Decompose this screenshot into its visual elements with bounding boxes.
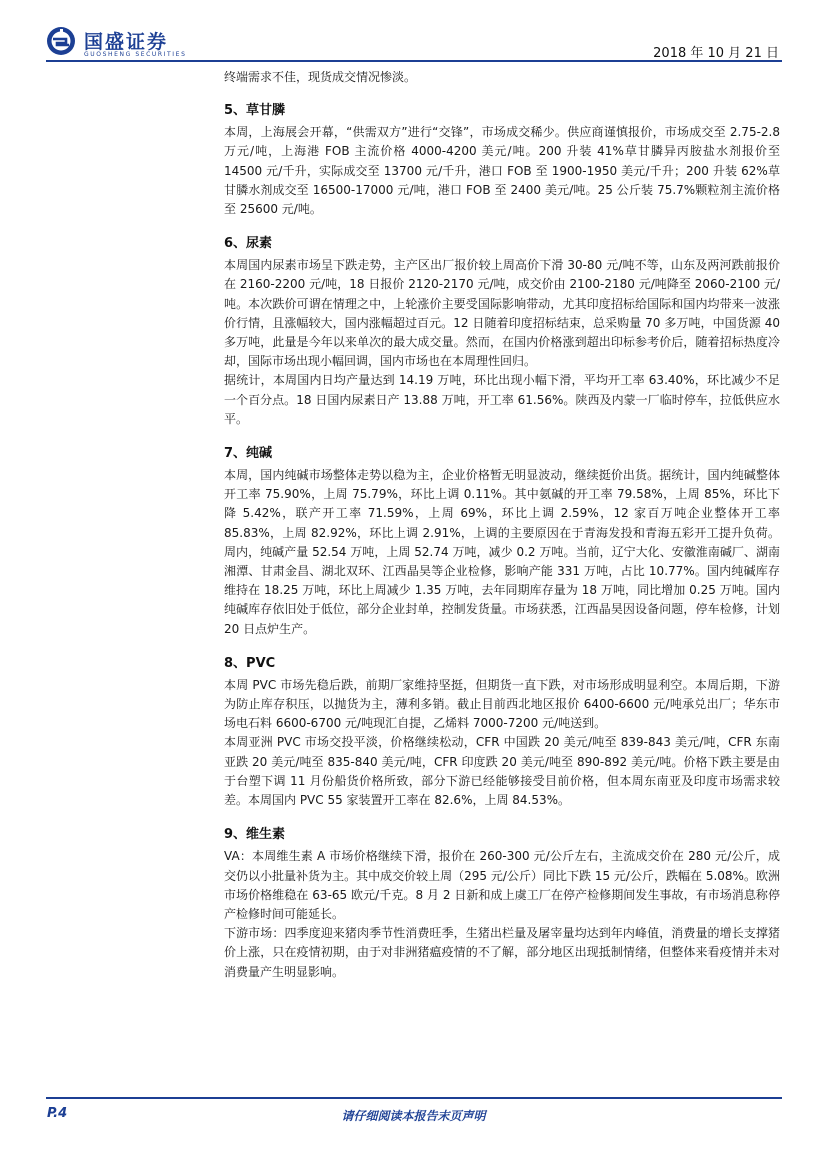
section-title: 6、尿素 <box>224 236 273 252</box>
section-title: 5、草甘膦 <box>224 103 286 119</box>
section-paragraph: 本周 PVC 市场先稳后跌，前期厂家维持坚挺，但期货一直下跌，对市场形成明显利空。本周后期，下游为防止库存积压，以抛货为主，薄利多销。截止目前西北地区报价 6400-6600 元/吨承兑出厂；华东市场电石料 6600-6700 元/吨现汇自提，乙烯料 7000-7200 元/吨送到。 <box>224 677 780 731</box>
page-footer <box>0 1085 827 1145</box>
section-paragraph: 本周国内尿素市场呈下跌走势，主产区出厂报价较上周高价下滑 30-80 元/吨不等，山东及两河跌前报价在 2160-2200 元/吨，18 日报价 2120-2170 元/吨，成交价由 2100-2180 元/吨降至 2060-2100 元/吨。本次跌价可谓在情理之中，上轮涨价主要受国际影响带动，尤其印度招标给国际和国内均带来一波涨价行情，且涨幅较大，国内涨幅超过百元。12 日随着印度招标结束，总采购量 70 多万吨，中国货源 40 多万吨，此量是今年以来单次的最大成交量。然而，在国内价格涨到超出印标参考价后，随着招标热度冷却，国际市场出现小幅回调，国内市场也在本周理性回归。 <box>224 258 780 369</box>
section-soda-ash <box>224 444 780 639</box>
section-paragraph: VA：本周维生素 A 市场价格继续下滑，报价在 260-300 元/公斤左右，主流成交价在 280 元/公斤，成交仍以小批量补货为主。其中成交价较上周（295 元/公斤）同比下跌 15 元/公斤，跌幅在 5.08%。欧洲市场价格维稳在 63-65 欧元/千克。8 月 2 日新和成上虞工厂在停产检修期间发生事故，有市场消息称停产检修时间可能延长。 <box>224 849 780 921</box>
logo-subtitle: GUOSHENG SECURITIES <box>84 51 187 58</box>
report-body <box>224 68 780 997</box>
logo-text: 国盛证券 <box>84 31 169 53</box>
section-paragraph: 本周，上海展会开幕，“供需双方”进行“交锋”，市场成交稀少。供应商谨慎报价，市场成交至 2.75-2.8 万元/吨，上海港 FOB 主流价格 4000-4200 美元/吨。200 升装 41%草甘膦异丙胺盐水剂报价至 14500 元/千升，实际成交至 13700 元/千升，港口 FOB 至 1900-1950 美元/千升；200 升装 62%草甘膦水剂成交至 16500-17000 元/吨，港口 FOB 至 2400 美元/吨。25 公斤装 75.7%颗粒剂主流价格至 25600 元/吨。 <box>224 125 780 217</box>
section-title: 7、纯碱 <box>224 446 273 462</box>
header-rule <box>46 60 782 62</box>
section-title: 9、维生素 <box>224 827 286 843</box>
guosheng-logo-icon <box>46 26 76 56</box>
section-urea <box>224 234 780 429</box>
page-number: P.4 <box>47 1106 68 1121</box>
section-title: 8、PVC <box>224 655 276 671</box>
footer-disclaimer: 请仔细阅读本报告末页声明 <box>341 1109 486 1123</box>
report-date: 2018 年 10 月 21 日 <box>653 46 779 61</box>
section-paragraph: 本周，国内纯碱市场整体走势以稳为主，企业价格暂无明显波动，继续挺价出货。据统计，国内纯碱整体开工率 75.90%，上周 75.79%，环比上调 0.11%。其中氨碱的开工率 79.58%，上周 85%，环比下降 5.42%，联产开工率 71.59%，上周 69%，环比上调 2.59%，12 家百万吨企业整体开工率 85.83%，上周 82.92%，环比上调 2.91%，上调的主要原因在于青海发投和青海五彩开工提升负荷。周内，纯碱产量 52.54 万吨，上周 52.74 万吨，减少 0.2 万吨。当前，辽宁大化、安徽淮南碱厂、湖南湘潭、甘肃金昌、湖北双环、江西晶昊等企业检修，影响产能 331 万吨，占比 10.77%。国内纯碱库存维持在 18.25 万吨，环比上周减少 1.35 万吨，去年同期库存量为 18 万吨，同比增加 0.25 万吨。国内纯碱库存依旧处于低位，部分企业封单，控制发货量。市场获悉，江西晶昊因设备问题，停车检修，计划 20 日点炉生产。 <box>224 468 780 636</box>
section-vitamins <box>224 825 780 981</box>
section-paragraph: 下游市场：四季度迎来猪肉季节性消费旺季，生猪出栏量及屠宰量均达到年内峰值，消费量的增长支撑猪价上涨，只在疫情初期，由于对非洲猪瘟疫情的不了解，部分地区出现抵制情绪，但整体来看疫情并未对消费量产生明显影响。 <box>224 926 780 979</box>
section-paragraph: 据统计，本周国内日均产量达到 14.19 万吨，环比出现小幅下滑，平均开工率 63.40%，环比减少不足一个百分点。18 日国内尿素日产 13.88 万吨，开工率 61.56%。陕西及内蒙一厂临时停车，拉低供应水平。 <box>224 373 780 426</box>
section-pvc <box>224 654 780 810</box>
section-glyphosate <box>224 101 780 219</box>
lead-paragraph: 终端需求不佳，现货成交情况惨淡。 <box>224 70 417 84</box>
section-paragraph: 本周亚洲 PVC 市场交投平淡，价格继续松动，CFR 中国跌 20 美元/吨至 839-843 美元/吨，CFR 东南亚跌 20 美元/吨至 835-840 美元/吨，CFR 印度跌 20 美元/吨至 890-892 美元/吨。价格下跌主要是由于台塑下调 11 月份船货价格所致，部分下游已经能够接受目前价格，但本周东南亚及印度市场需求较差。本周国内 PVC 55 家装置开工率在 82.6%，上周 84.53%。 <box>224 735 780 808</box>
page-header <box>0 0 827 62</box>
footer-rule <box>46 1097 782 1099</box>
